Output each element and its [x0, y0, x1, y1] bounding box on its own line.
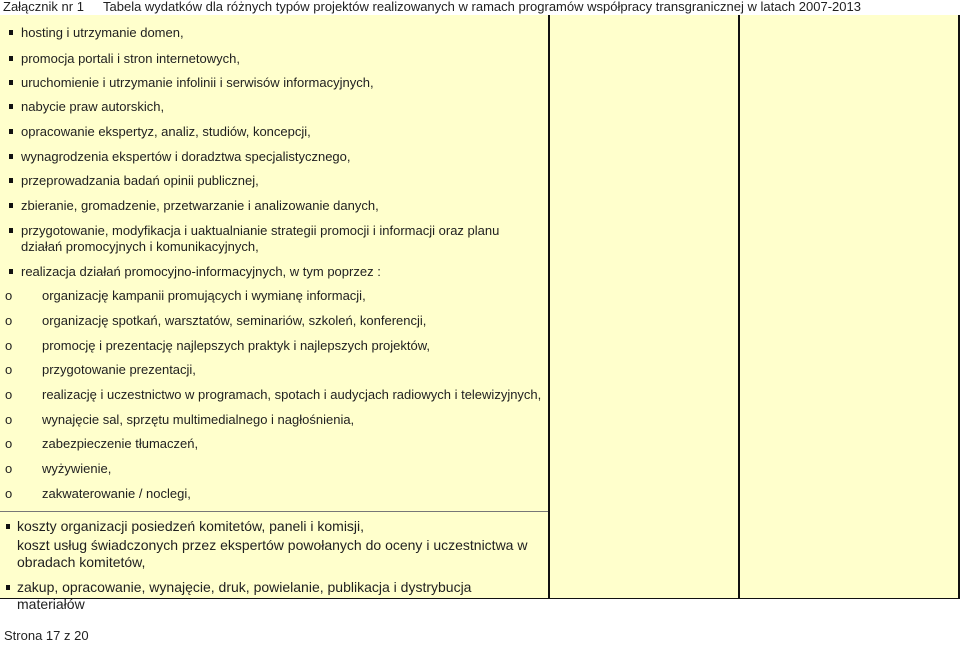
- circle-bullet-icon: o: [5, 387, 13, 402]
- circle-bullet-icon: o: [5, 436, 13, 451]
- circle-bullet-icon: o: [5, 338, 13, 353]
- row-divider: [0, 511, 548, 512]
- expense-table: hosting i utrzymanie domen, promocja portali i stron internetowych, uruchomienie i utrzymanie infolinii i serwisów informacyjnych, nabycie praw autorskich, opracowanie ekspertyz, analiz, studiów, koncepcji, wynagrodzenia ekspertów i doradztwa specjalistycznego, przeprowadzania badań opinii publicznej, zbieranie, gromadzenie, przetwarzanie i analizowanie danych, przygotowanie, modyfikacja i uaktualnianie strategii promocji i informacji oraz planu działań promocyjnych i komunikacyjnych, realizacja działań promocyjno-informacyjnych, w tym poprzez : o organizację kampanii promujących i wymianę informacji, o organizację spotkań, warsztatów, seminariów, szkoleń, konferencji, o promocję i prezentację najlepszych praktyk i najlepszych projektów, o przygotowanie prezentacji, o realizację i uczestnictwo w programach, spotach i audycjach radiowych i telewizyjnych, o wynajęcie sal, sprzętu multimedialnego i nagłośnienia, o zabezpieczenie tłumaczeń, o wyżywienie, o zakwaterowanie / noclegi, koszty organizacji posiedzeń komitetów, paneli i komisji, koszt usług świadczonych przez ekspertów powołanych do oceny i uczestnictwa w obradach komitetów, zakup, opracowanie, wynajęcie, druk, powielanie, publikacja i dystrybucja materiałów: [0, 15, 960, 598]
- document-title: Tabela wydatków dla różnych typów projektów realizowanych w ramach programów współpracy transgranicznej w latach 2007-2013: [103, 0, 861, 14]
- square-bullet-icon: [9, 30, 13, 35]
- circle-bullet-icon: o: [5, 461, 13, 476]
- circle-bullet-icon: o: [5, 486, 13, 501]
- square-bullet-icon: [9, 56, 13, 61]
- square-bullet-icon: [9, 129, 13, 134]
- circle-bullet-icon: o: [5, 362, 13, 377]
- square-bullet-icon: [6, 585, 10, 590]
- attachment-label: Załącznik nr 1: [3, 0, 84, 14]
- square-bullet-icon: [6, 524, 10, 529]
- table-column-2: [550, 15, 740, 598]
- square-bullet-icon: [9, 104, 13, 109]
- square-bullet-icon: [9, 269, 13, 274]
- square-bullet-icon: [9, 228, 13, 233]
- circle-bullet-icon: o: [5, 412, 13, 427]
- circle-bullet-icon: o: [5, 313, 13, 328]
- square-bullet-icon: [9, 203, 13, 208]
- page-header: [0, 0, 960, 16]
- square-bullet-icon: [9, 178, 13, 183]
- square-bullet-icon: [9, 80, 13, 85]
- page-number: Strona 17 z 20: [4, 628, 89, 643]
- circle-bullet-icon: o: [5, 288, 13, 303]
- table-column-3: [740, 15, 960, 598]
- square-bullet-icon: [9, 154, 13, 159]
